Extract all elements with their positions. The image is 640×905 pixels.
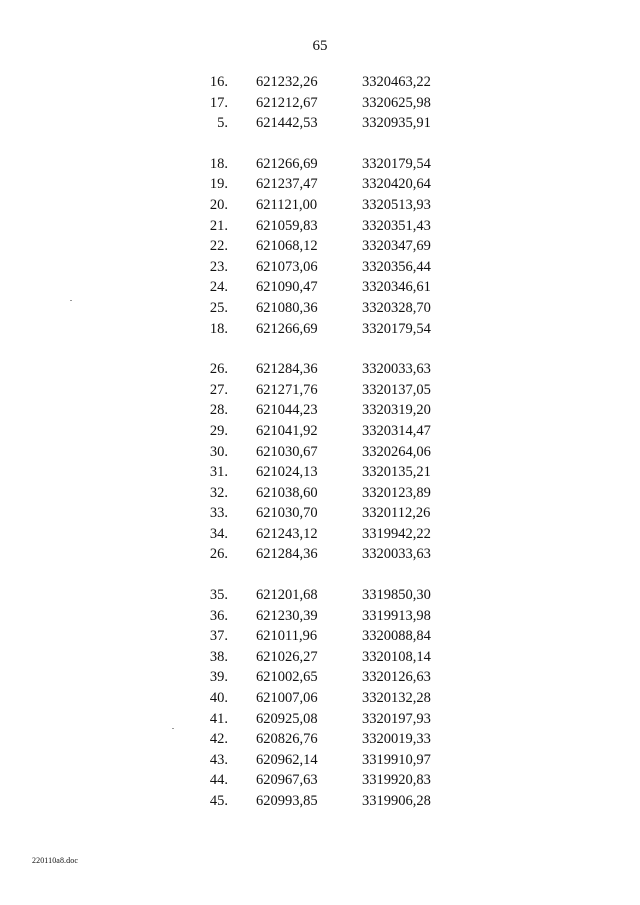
point-number: 20. <box>209 196 228 213</box>
coordinate-group <box>0 359 640 565</box>
x-coordinate: 621038,60 <box>256 484 318 501</box>
y-coordinate: 3319942,22 <box>362 525 431 542</box>
coordinate-row <box>0 421 640 442</box>
x-coordinate: 621080,36 <box>256 299 318 316</box>
point-number: 5. <box>217 115 228 132</box>
coordinate-row <box>0 503 640 524</box>
coordinate-row <box>0 606 640 627</box>
coordinate-row <box>0 195 640 216</box>
y-coordinate: 3320347,69 <box>362 238 431 255</box>
point-number: 16. <box>209 74 228 90</box>
x-coordinate: 621442,53 <box>256 115 318 132</box>
x-coordinate: 621044,23 <box>256 402 318 419</box>
point-number: 23. <box>209 258 228 275</box>
point-number: 18. <box>209 320 228 337</box>
x-coordinate: 621201,68 <box>256 587 318 604</box>
point-number: 19. <box>209 176 228 193</box>
point-number: 31. <box>209 464 228 481</box>
point-number: 38. <box>209 648 228 665</box>
scan-speck <box>172 728 174 729</box>
coordinate-row <box>0 688 640 709</box>
coordinate-row <box>0 647 640 668</box>
point-number: 22. <box>209 238 228 255</box>
point-number: 36. <box>209 607 228 624</box>
point-number: 42. <box>209 731 228 748</box>
coordinate-row <box>0 750 640 771</box>
x-coordinate: 621121,00 <box>256 196 318 213</box>
x-coordinate: 621212,67 <box>256 94 318 111</box>
x-coordinate: 621237,47 <box>256 176 318 193</box>
coordinate-row <box>0 626 640 647</box>
coordinate-row <box>0 359 640 380</box>
x-coordinate: 621041,92 <box>256 422 318 439</box>
x-coordinate: 621011,96 <box>256 628 318 645</box>
page-number: 65 <box>312 38 328 54</box>
coordinate-row <box>0 72 640 93</box>
x-coordinate: 621266,69 <box>256 155 318 172</box>
point-number: 17. <box>209 94 228 111</box>
coordinate-row <box>0 113 640 134</box>
coordinate-row <box>0 174 640 195</box>
coordinate-group <box>0 585 640 812</box>
point-number: 34. <box>209 525 228 542</box>
x-coordinate: 621073,06 <box>256 258 318 275</box>
coordinate-row <box>0 729 640 750</box>
coordinate-row <box>0 257 640 278</box>
y-coordinate: 3320314,47 <box>362 422 431 439</box>
y-coordinate: 3319910,97 <box>362 751 431 768</box>
coordinate-row <box>0 791 640 812</box>
x-coordinate: 621230,39 <box>256 607 318 624</box>
point-number: 32. <box>209 484 228 501</box>
y-coordinate: 3319920,83 <box>362 772 431 789</box>
y-coordinate: 3320112,26 <box>362 505 431 522</box>
y-coordinate: 3320356,44 <box>362 258 431 275</box>
document-filename: 220110a8.doc <box>32 856 79 865</box>
coordinate-group <box>0 72 640 134</box>
x-coordinate: 621007,06 <box>256 690 318 707</box>
y-coordinate: 3319913,98 <box>362 607 431 624</box>
x-coordinate: 620967,63 <box>256 772 318 789</box>
coordinate-row <box>0 524 640 545</box>
y-coordinate: 3320625,98 <box>362 94 431 111</box>
y-coordinate: 3320108,14 <box>362 648 431 665</box>
coordinate-group <box>0 154 640 339</box>
x-coordinate: 621284,36 <box>256 361 318 378</box>
y-coordinate: 3320319,20 <box>362 402 431 419</box>
x-coordinate: 620925,08 <box>256 710 318 727</box>
x-coordinate: 621068,12 <box>256 238 318 255</box>
point-number: 18. <box>209 155 228 172</box>
y-coordinate: 3320463,22 <box>362 74 431 90</box>
point-number: 27. <box>209 381 228 398</box>
x-coordinate: 621030,70 <box>256 505 318 522</box>
y-coordinate: 3320019,33 <box>362 731 431 748</box>
coordinate-row <box>0 319 640 340</box>
coordinate-table <box>0 72 640 832</box>
coordinate-row <box>0 667 640 688</box>
point-number: 37. <box>209 628 228 645</box>
point-number: 45. <box>209 793 228 809</box>
point-number: 24. <box>209 279 228 296</box>
y-coordinate: 3320137,05 <box>362 381 431 398</box>
y-coordinate: 3320420,64 <box>362 176 431 193</box>
coordinate-row <box>0 93 640 114</box>
y-coordinate: 3320935,91 <box>362 115 431 132</box>
coordinate-row <box>0 442 640 463</box>
coordinate-row <box>0 770 640 791</box>
x-coordinate: 621059,83 <box>256 217 318 234</box>
x-coordinate: 621030,67 <box>256 443 318 460</box>
x-coordinate: 621284,36 <box>256 546 318 563</box>
point-number: 39. <box>209 669 228 686</box>
y-coordinate: 3320346,61 <box>362 279 431 296</box>
x-coordinate: 621090,47 <box>256 279 318 296</box>
coordinate-row <box>0 544 640 565</box>
coordinate-row <box>0 709 640 730</box>
y-coordinate: 3319850,30 <box>362 587 431 604</box>
point-number: 28. <box>209 402 228 419</box>
coordinate-row <box>0 277 640 298</box>
point-number: 21. <box>209 217 228 234</box>
y-coordinate: 3320033,63 <box>362 546 431 563</box>
y-coordinate: 3320088,84 <box>362 628 431 645</box>
coordinate-row <box>0 236 640 257</box>
y-coordinate: 3320033,63 <box>362 361 431 378</box>
x-coordinate: 621266,69 <box>256 320 318 337</box>
y-coordinate: 3320135,21 <box>362 464 431 481</box>
y-coordinate: 3320179,54 <box>362 320 431 337</box>
point-number: 41. <box>209 710 228 727</box>
coordinate-row <box>0 154 640 175</box>
coordinate-row <box>0 483 640 504</box>
point-number: 35. <box>209 587 228 604</box>
x-coordinate: 621232,26 <box>256 74 318 90</box>
y-coordinate: 3319906,28 <box>362 793 431 809</box>
y-coordinate: 3320351,43 <box>362 217 431 234</box>
point-number: 29. <box>209 422 228 439</box>
point-number: 30. <box>209 443 228 460</box>
y-coordinate: 3320197,93 <box>362 710 431 727</box>
y-coordinate: 3320328,70 <box>362 299 431 316</box>
x-coordinate: 621024,13 <box>256 464 318 481</box>
coordinate-row <box>0 216 640 237</box>
x-coordinate: 620993,85 <box>256 793 318 809</box>
point-number: 26. <box>209 361 228 378</box>
x-coordinate: 621243,12 <box>256 525 318 542</box>
coordinate-row <box>0 400 640 421</box>
x-coordinate: 621002,65 <box>256 669 318 686</box>
point-number: 25. <box>209 299 228 316</box>
point-number: 43. <box>209 751 228 768</box>
coordinate-row <box>0 380 640 401</box>
point-number: 44. <box>209 772 228 789</box>
x-coordinate: 621271,76 <box>256 381 318 398</box>
point-number: 26. <box>209 546 228 563</box>
x-coordinate: 620962,14 <box>256 751 318 768</box>
y-coordinate: 3320132,28 <box>362 690 431 707</box>
y-coordinate: 3320126,63 <box>362 669 431 686</box>
y-coordinate: 3320513,93 <box>362 196 431 213</box>
y-coordinate: 3320123,89 <box>362 484 431 501</box>
point-number: 33. <box>209 505 228 522</box>
coordinate-row <box>0 462 640 483</box>
y-coordinate: 3320179,54 <box>362 155 431 172</box>
coordinate-row <box>0 585 640 606</box>
point-number: 40. <box>209 690 228 707</box>
y-coordinate: 3320264,06 <box>362 443 431 460</box>
scan-speck <box>70 300 72 301</box>
x-coordinate: 621026,27 <box>256 648 318 665</box>
coordinate-row <box>0 298 640 319</box>
x-coordinate: 620826,76 <box>256 731 318 748</box>
